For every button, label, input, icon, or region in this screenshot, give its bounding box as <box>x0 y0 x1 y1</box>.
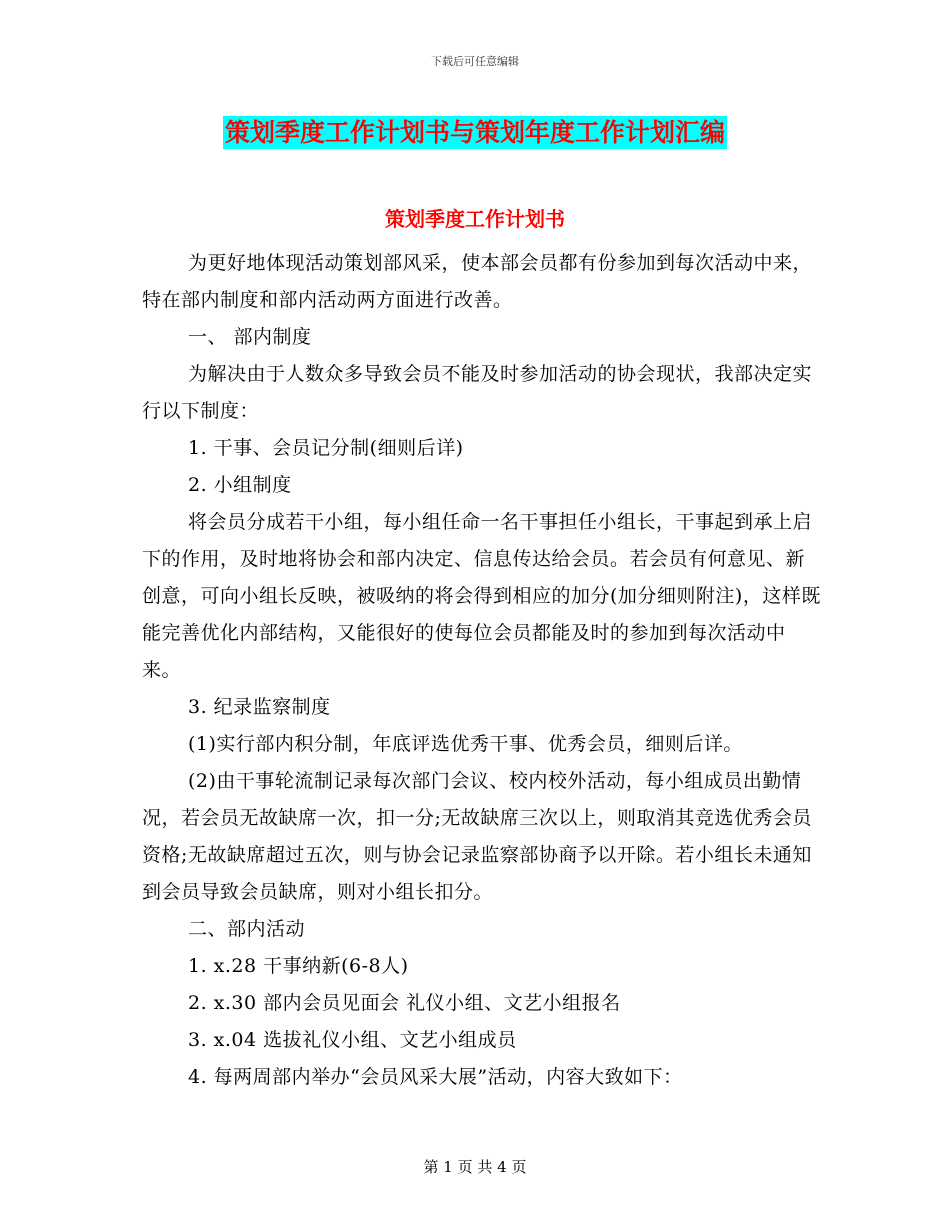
list-item: (1)实行部内积分制，年底评选优秀干事、优秀会员，细则后详。 <box>188 733 743 755</box>
header-note: 下载后可任意编辑 <box>431 55 519 68</box>
page-footer: 第 1 页 共 4 页 <box>423 1158 527 1176</box>
list-item: 3. 纪录监察制度 <box>188 696 331 718</box>
document-body <box>142 245 822 1096</box>
list-item: 3. x.04 选拔礼仪小组、文艺小组成员 <box>188 1029 517 1051</box>
heading-section-2: 二、部内活动 <box>188 918 306 940</box>
list-item: (2)由干事轮流制记录每次部门会议、校内校外活动，每小组成员出勤情况，若会员无故缺席一次，扣一分;无故缺席三次以上，则取消其竞选优秀会员资格;无故缺席超过五次，则与协会记录监察部协商予以开除。若小组长未通知到会员导致会员缺席，则对小组长扣分。 <box>142 770 812 903</box>
main-title-text: 策划季度工作计划书与策划年度工作计划汇编 <box>224 118 725 147</box>
list-item: 2. x.30 部内会员见面会 礼仪小组、文艺小组报名 <box>188 992 621 1014</box>
paragraph: 将会员分成若干小组，每小组任命一名干事担任小组长，干事起到承上启下的作用，及时地将协会和部内决定、信息传达给会员。若会员有何意见、新创意，可向小组长反映，被吸纳的将会得到相应的加分(加分细则附注)，这样既能完善优化内部结构，又能很好的使每位会员都能及时的参加到每次活动中来。 <box>142 511 821 681</box>
list-item: 1. x.28 干事纳新(6-8人) <box>188 955 409 977</box>
list-item: 4. 每两周部内举办“会员风采大展”活动，内容大致如下： <box>188 1066 683 1088</box>
section-title: 策划季度工作计划书 <box>385 207 565 231</box>
list-item: 1. 干事、会员记分制(细则后详) <box>188 437 464 459</box>
list-item: 2. 小组制度 <box>188 474 292 496</box>
paragraph: 为解决由于人数众多导致会员不能及时参加活动的协会现状，我部决定实行以下制度： <box>142 363 813 422</box>
paragraph-intro: 为更好地体现活动策划部风采，使本部会员都有份参加到每次活动中来，特在部内制度和部内活动两方面进行改善。 <box>142 252 813 311</box>
document-main-title <box>0 113 950 149</box>
heading-section-1: 一、 部内制度 <box>188 326 312 348</box>
